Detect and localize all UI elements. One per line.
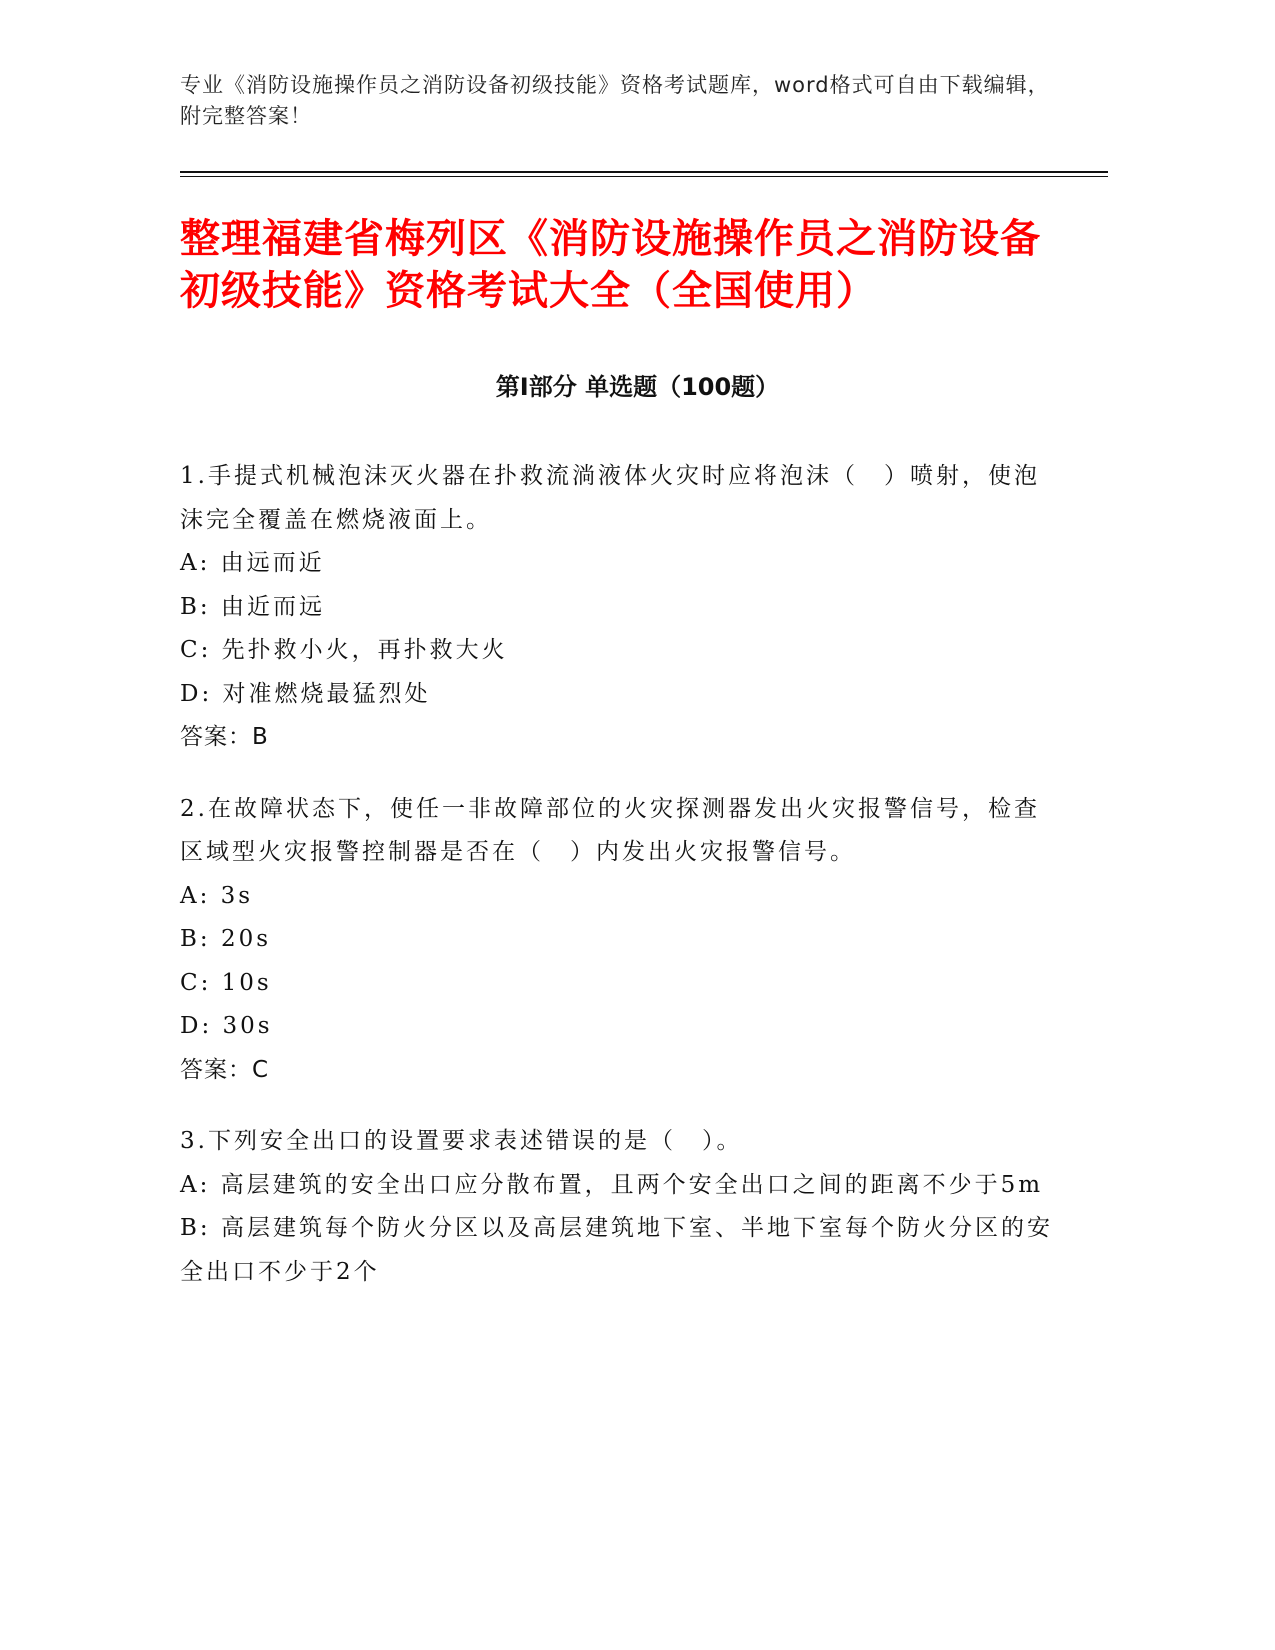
question-item — [180, 788, 1060, 1093]
option-d: D: 30s — [180, 1013, 273, 1039]
option-c: C: 10s — [180, 969, 272, 996]
option-b: B: 高层建筑每个防火分区以及高层建筑地下室、半地下室每个防火分区的安全出口不少于2个 — [180, 1215, 1053, 1285]
question-text: 3.下列安全出口的设置要求表述错误的是（ ）。 — [180, 1128, 743, 1154]
option-a: A: 由远而近 — [180, 550, 325, 576]
question-text: 2.在故障状态下，使任一非故障部位的火灾探测器发出火灾报警信号，检查区域型火灾报警控制器是否在（ ）内发出火灾报警信号。 — [180, 795, 1040, 865]
header-note: 专业《消防设施操作员之消防设备初级技能》资格考试题库，word格式可自由下载编辑，附完整答案！ — [180, 73, 1050, 128]
question-item — [180, 1120, 1060, 1294]
section-heading: 第Ⅰ部分 单选题（100题） — [495, 373, 780, 401]
option-b: B: 由近而远 — [180, 593, 325, 620]
document-title: 整理福建省梅列区《消防设施操作员之消防设备初级技能》资格考试大全（全国使用） — [180, 216, 1041, 314]
question-text: 1.手提式机械泡沫灭火器在扑救流淌液体火灾时应将泡沫（ ）喷射，使泡沫完全覆盖在燃烧液面上。 — [180, 463, 1040, 533]
option-a: A: 高层建筑的安全出口应分散布置，且两个安全出口之间的距离不少于5m — [180, 1171, 1044, 1198]
answer-label: 答案：B — [180, 724, 269, 750]
option-d: D: 对准燃烧最猛烈处 — [180, 680, 431, 707]
option-b: B: 20s — [180, 926, 272, 952]
answer-label: 答案：C — [180, 1056, 270, 1083]
header-divider-thick — [180, 171, 1108, 173]
question-item — [180, 455, 1060, 760]
question-list — [180, 455, 1060, 1322]
option-c: C: 先扑救小火，再扑救大火 — [180, 637, 508, 663]
header-divider-thin — [180, 176, 1108, 177]
option-a: A: 3s — [180, 882, 254, 909]
